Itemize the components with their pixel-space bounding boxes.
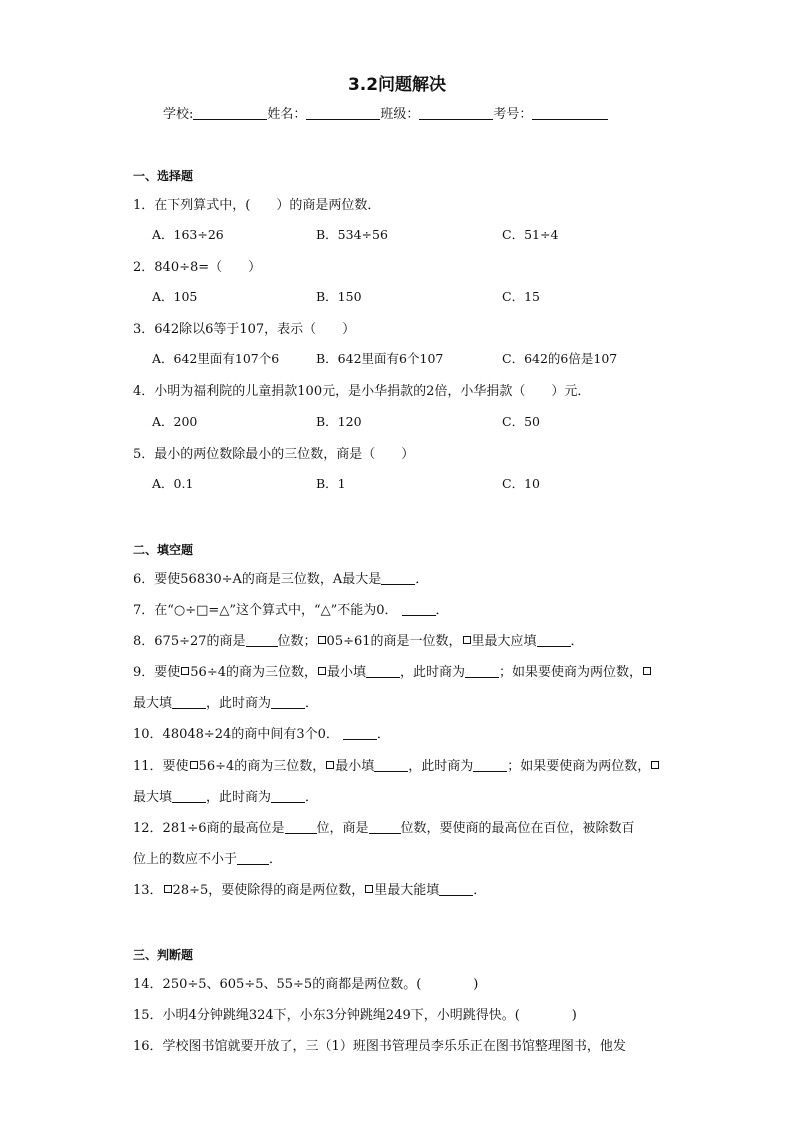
choice-5-option-c[interactable]: C．10: [502, 476, 540, 491]
q8-end: ．: [570, 634, 584, 649]
choice-question-1: 1．在下列算式中，( ）的商是两位数．: [133, 198, 381, 213]
q12-text-a: 12．281÷6商的最高位是: [133, 821, 285, 836]
q11-blank-1[interactable]: [374, 760, 408, 772]
school-blank[interactable]: [193, 107, 267, 120]
q11-text-b: 56÷4的商为三位数，: [198, 759, 326, 774]
q8-text-b: 位数；: [277, 634, 317, 649]
choice-5-option-b[interactable]: B．1: [316, 476, 346, 491]
q11-blank-4[interactable]: [271, 791, 305, 803]
box-placeholder-icon: [326, 761, 334, 769]
q9-end: ．: [305, 696, 319, 711]
q13-answer-blank[interactable]: [439, 884, 473, 896]
q9-text-f: 最大填: [133, 696, 173, 711]
choice-question-3: 3．642除以6等于107，表示（ ）: [133, 322, 356, 337]
section-fill-heading: 二、填空题: [133, 543, 194, 557]
choice-3-option-c[interactable]: C．642的6倍是107: [502, 351, 618, 366]
choice-2-option-c[interactable]: C．15: [502, 289, 540, 304]
q12-text-d: 位上的数应不小于: [133, 852, 238, 867]
choice-3-option-b[interactable]: B．642里面有6个107: [316, 351, 444, 366]
q9-text-b: 56÷4的商为三位数，: [190, 665, 317, 680]
exam-no-label: 考号：: [493, 107, 533, 122]
choice-4-option-b[interactable]: B．120: [316, 414, 362, 429]
q12-text-c: 位数，要使商的最高位在百位，被除数百: [400, 821, 635, 836]
q8-blank-1[interactable]: [246, 635, 278, 647]
judge-question-14: 14．250÷5、605÷5、55÷5的商都是两位数。( ): [133, 977, 479, 992]
q9-text-g: ，此时商为: [206, 696, 272, 711]
box-placeholder-icon: [318, 636, 326, 644]
q9-text-d: ，此时商为: [400, 665, 466, 680]
class-label: 班级：: [380, 107, 420, 122]
q8-text-d: 里最大应填: [471, 634, 537, 649]
choice-4-option-a[interactable]: A．200: [152, 414, 198, 429]
name-blank[interactable]: [306, 107, 380, 120]
exam-no-blank[interactable]: [532, 107, 608, 120]
q9-text-c: 最小填: [327, 665, 367, 680]
q9-blank-2[interactable]: [465, 666, 499, 678]
q7-text: 7．在“○÷□=△”这个算式中，“△”不能为0．: [133, 603, 398, 618]
q7-end: ．: [435, 603, 449, 618]
q7-answer-blank[interactable]: [402, 604, 436, 616]
q11-blank-2[interactable]: [473, 760, 507, 772]
q9-text-e: ；如果要使商为两位数，: [499, 665, 643, 680]
q13-text-b: 28÷5，要使除得的商是两位数，: [172, 883, 365, 898]
class-blank[interactable]: [419, 107, 493, 120]
choice-2-option-b[interactable]: B．150: [316, 289, 362, 304]
school-label: 学校:: [163, 107, 194, 122]
q12-text-b: 位，商是: [316, 821, 369, 836]
q11-text-c: 最小填: [335, 759, 375, 774]
fill-question-6: [133, 568, 428, 587]
q12-blank-1[interactable]: [285, 822, 317, 834]
student-info-line: [163, 103, 608, 122]
choice-1-option-b[interactable]: B．534÷56: [316, 227, 388, 242]
q9-blank-1[interactable]: [366, 666, 400, 678]
choice-5-option-a[interactable]: A．0.1: [152, 476, 194, 491]
q6-end: ．: [415, 572, 429, 587]
q9-text-a: 9．要使: [133, 665, 181, 680]
choice-question-2: 2．840÷8=（ ）: [133, 260, 262, 275]
choice-3-option-a[interactable]: A．642里面有107个6: [152, 351, 280, 366]
q12-blank-2[interactable]: [369, 822, 401, 834]
q11-text-e: ；如果要使商为两位数，: [507, 759, 651, 774]
choice-question-4: 4．小明为福利院的儿童捐款100元，是小华捐款的2倍，小华捐款（ ）元．: [133, 384, 591, 399]
q6-text: 6．要使56830÷A的商是三位数，A最大是: [133, 572, 382, 587]
box-placeholder-icon: [651, 761, 659, 769]
fill-question-8: [133, 630, 584, 649]
box-placeholder-icon: [318, 667, 326, 675]
q10-text: 10．48048÷24的商中间有3个0．: [133, 727, 339, 742]
fill-question-9: [133, 661, 652, 680]
fill-question-11-line-2: [133, 786, 318, 805]
fill-question-10: [133, 723, 390, 742]
q11-text-d: ，此时商为: [408, 759, 474, 774]
box-placeholder-icon: [643, 667, 651, 675]
judge-question-16: 16．学校图书馆就要开放了，三（1）班图书管理员李乐乐正在图书馆整理图书，他发: [133, 1039, 626, 1054]
fill-question-9-line-2: [133, 692, 318, 711]
q11-text-g: ，此时商为: [206, 790, 272, 805]
q6-answer-blank[interactable]: [381, 573, 415, 585]
section-judge-heading: 三、判断题: [133, 948, 194, 962]
box-placeholder-icon: [190, 761, 198, 769]
fill-question-12: [133, 817, 635, 836]
q10-answer-blank[interactable]: [343, 728, 377, 740]
q12-blank-3[interactable]: [237, 853, 269, 865]
q9-blank-3[interactable]: [172, 697, 206, 709]
fill-question-11: [133, 755, 660, 774]
q8-text-c: 05÷61的商是一位数，: [326, 634, 462, 649]
judge-question-15: 15．小明4分钟跳绳324下，小东3分钟跳绳249下，小明跳得快。( ): [133, 1008, 577, 1023]
q10-end: ．: [376, 727, 390, 742]
box-placeholder-icon: [181, 667, 189, 675]
choice-1-option-a[interactable]: A．163÷26: [152, 227, 224, 242]
fill-question-13: [133, 879, 486, 898]
q12-end: ．: [269, 852, 283, 867]
q11-text-a: 11．要使: [133, 759, 189, 774]
box-placeholder-icon: [365, 885, 373, 893]
q11-text-f: 最大填: [133, 790, 173, 805]
choice-4-option-c[interactable]: C．50: [502, 414, 540, 429]
page-title: 3.2问题解决: [347, 75, 447, 95]
section-choice-heading: 一、选择题: [133, 169, 194, 183]
box-placeholder-icon: [164, 885, 172, 893]
q13-text-c: 里最大能填: [374, 883, 440, 898]
choice-1-option-c[interactable]: C．51÷4: [502, 227, 559, 242]
choice-question-5: 5．最小的两位数除最小的三位数，商是（ ）: [133, 447, 415, 462]
q11-blank-3[interactable]: [172, 791, 206, 803]
fill-question-7: [133, 599, 449, 618]
fill-question-12-line-2: [133, 848, 282, 867]
q8-blank-2[interactable]: [537, 635, 571, 647]
q9-blank-4[interactable]: [271, 697, 305, 709]
q13-text-a: 13．: [133, 883, 163, 898]
choice-2-option-a[interactable]: A．105: [152, 289, 198, 304]
box-placeholder-icon: [463, 636, 471, 644]
q8-text-a: 8．675÷27的商是: [133, 634, 246, 649]
name-label: 姓名：: [267, 107, 307, 122]
q13-end: ．: [473, 883, 487, 898]
q11-end: ．: [305, 790, 319, 805]
